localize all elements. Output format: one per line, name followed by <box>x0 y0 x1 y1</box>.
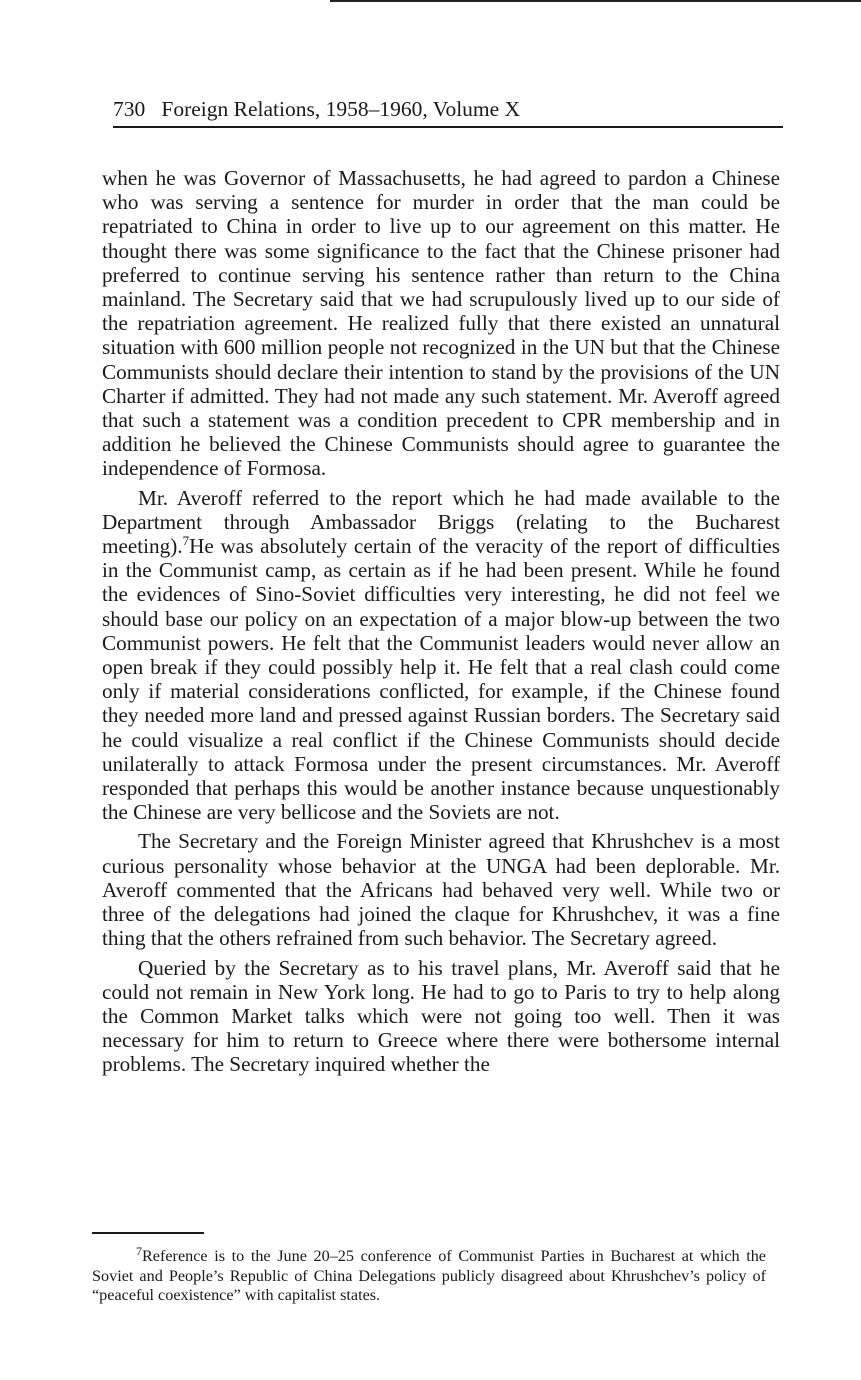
body-text <box>102 166 780 1077</box>
header-rule <box>113 126 783 128</box>
top-edge-rule <box>330 0 861 2</box>
footnote-reference[interactable]: 7 <box>182 533 190 549</box>
running-header <box>113 92 783 132</box>
paragraph-2-before-note: Mr. Averoff referred to the report which he had made available to the Department through Ambassador Briggs (relating to the Bucharest meeting). <box>102 485 780 559</box>
footnote-text: Reference is to the June 20–25 conference of Communist Parties in Bucharest at which the Soviet and People’s Republic of China Delegations publicly disagreed about Khrushchev’s policy of “peaceful coexistence” with capitalist states. <box>92 1247 766 1304</box>
page-number: 730 <box>113 97 146 121</box>
paragraph-3: The Secretary and the Foreign Minister agreed that Khrushchev is a most curious personality whose behavior at the UNGA had been deplorable. Mr. Averoff commented that the Africans had behaved very well. While two or three of the delegations had joined the claque for Khrushchev, it was a fine thing that the others refrained from such behavior. The Secretary agreed. <box>102 829 780 951</box>
footnote-rule <box>92 1232 204 1234</box>
header-text <box>113 96 520 122</box>
footnote <box>92 1244 766 1306</box>
paragraph-2-after-note: He was absolutely certain of the veracity of the report of difficulties in the Communist camp, as certain as if he had been present. While he found the evidences of Sino-Soviet difficulties very interesting, he did not feel we should base our policy on an expectation of a major blow-up between the two Communist powers. He felt that the Communist leaders would never allow an open break if they could possibly help it. He felt that a real clash could come only if material considerations conflicted, for example, if the Chinese found they needed more land and pressed against Russian borders. The Secretary said he could visualize a real conflict if the Chinese Communists should decide unilaterally to attack Formosa under the present circumstances. Mr. Averoff responded that perhaps this would be another instance because unquestionably the Chinese are very bellicose and the Soviets are not. <box>102 534 780 825</box>
footnote-marker: 7 <box>136 1244 142 1258</box>
running-title: Foreign Relations, 1958–1960, Volume X <box>161 97 521 121</box>
paragraph-4: Queried by the Secretary as to his travel plans, Mr. Averoff said that he could not remain in New York long. He had to go to Paris to try to help along the Common Market talks which were not going too well. Then it was necessary for him to return to Greece where there were bothersome internal problems. The Secretary inquired whether the <box>102 955 780 1077</box>
paragraph-2 <box>102 486 780 825</box>
paragraph-1: when he was Governor of Massachusetts, he had agreed to pardon a Chinese who was serving a sentence for murder in order that the man could be repatriated to China in order to live up to our agreement on this matter. He thought there was some significance to the fact that the Chinese prisoner had preferred to continue serving his sentence rather than return to the China mainland. The Secretary said that we had scrupulously lived up to our side of the repatriation agreement. He realized fully that there existed an unnatural situation with 600 million people not recognized in the UN but that the Chinese Communists should declare their intention to stand by the provisions of the UN Charter if admitted. They had not made any such statement. Mr. Averoff agreed that such a statement was a condition precedent to CPR membership and in addition he believed the Chinese Communists should agree to guarantee the independence of Formosa. <box>102 166 780 481</box>
